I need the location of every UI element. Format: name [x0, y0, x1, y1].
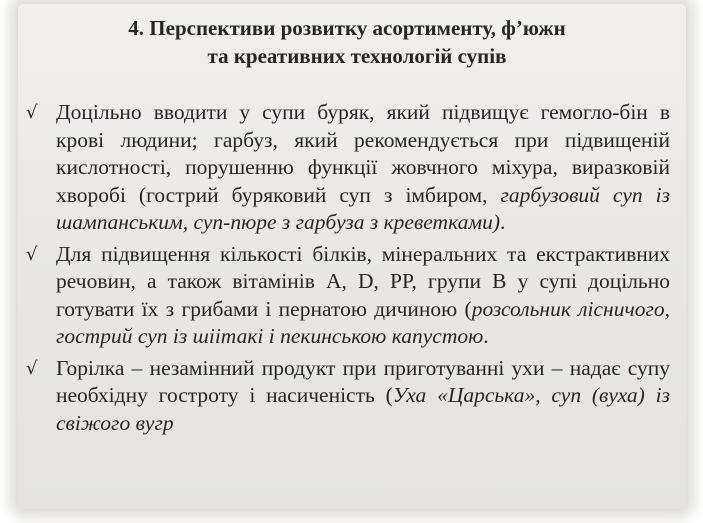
- list-item-examples: розсольник лісничого, гострий суп із шіітакі і пекинською капустою: [56, 296, 670, 348]
- bullet-list: [18, 99, 686, 441]
- section-heading-line-1: 4. Перспективи розвитку асортименту, ф’южн: [128, 16, 566, 40]
- checkmark-bullet-icon: √: [26, 357, 38, 379]
- list-item-examples: Уха «Царська», суп (вуха) із свіжого вугр: [56, 383, 670, 435]
- list-item-body: Горілка – незамінний продукт при приготуванні ухи – надає супу необхідну гостроту і насиченість (: [56, 355, 670, 407]
- checkmark-bullet-icon: √: [26, 243, 38, 265]
- section-heading-line-2: та креативних технологій супів: [207, 44, 507, 68]
- list-item-text: [56, 355, 670, 438]
- list-item-text: [56, 99, 670, 237]
- list-item: [18, 99, 686, 237]
- list-item-body: Для підвищення кількості білків, мінеральних та екстрактивних речовин, а також вітамінів А, D, PP, групи В у супі доцільно готувати їх з грибами і пернатою дичиною (: [56, 241, 670, 321]
- list-item-text: [56, 241, 670, 351]
- checkmark-bullet-icon: √: [26, 102, 38, 123]
- list-item: [18, 355, 686, 438]
- list-item: [18, 241, 686, 351]
- section-heading: [18, 14, 686, 70]
- list-item-tail: .: [499, 210, 506, 234]
- list-item-body: Доцільно вводити у супи буряк, який підвищує гемогло-бін в крові людини; гарбуз, який рекомендується при підвищеній кислотності, порушенню функції жовчного міхура, виразковій хворобі (гострий буряковий суп з імбиром,: [56, 100, 670, 207]
- list-item-examples: гарбузовий суп із шампанським, суп-пюре з гарбуза з креветками): [56, 182, 670, 234]
- book-page: [18, 4, 686, 509]
- list-item-tail: .: [483, 324, 489, 348]
